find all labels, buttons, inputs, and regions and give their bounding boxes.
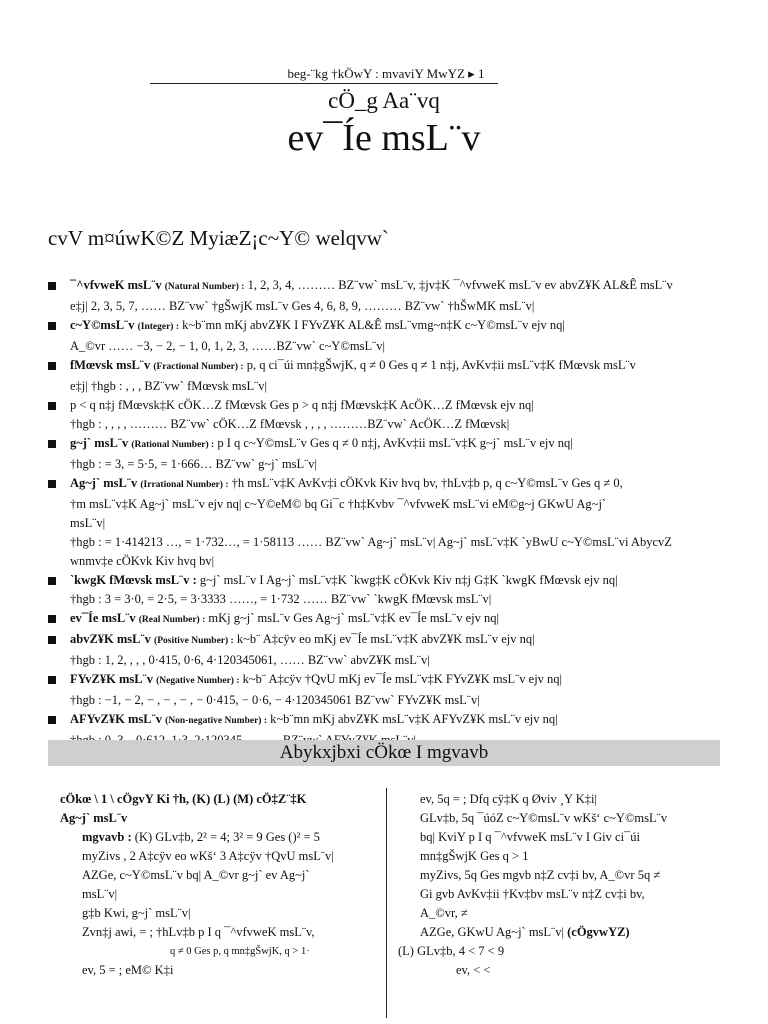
item-line: †hgb : = 1·414213 …, = 1·732…, = 1·58113 …… BZ¨vw` Ag~j` msL¨v| Ag~j` msL¨v‡K `yBwU c~Y©msL¨vi AbycvZ — [70, 535, 672, 549]
item-term: Ag~j` msL¨v — [70, 476, 138, 490]
list-item — [48, 396, 738, 434]
right-column — [398, 790, 728, 980]
header-rule — [150, 83, 498, 84]
list-item — [48, 609, 738, 630]
list-item — [48, 670, 738, 710]
item-term: c~Y©msL¨v — [70, 318, 135, 332]
item-term: `kwgK fMœvsk msL¨v — [70, 573, 190, 587]
bullet-icon — [48, 636, 56, 644]
solution-line: Zvn‡j awi, = ; †hLv‡b p I q ¯^vfvweK msL¨v, — [82, 925, 315, 939]
chapter-label: cÖ_g Aa¨vq — [328, 88, 440, 113]
question-heading: cÖkœ \ 1 \ cÖgvY Ki †h, (K) (L) (M) cÖ‡Z¨‡K — [60, 792, 307, 806]
list-item — [48, 356, 738, 396]
solution-line: A_©vr, ≠ — [420, 906, 468, 920]
running-head: beg-¨kg †kÖwY : mvaviY MwYZ ▸ 1 — [287, 66, 485, 81]
item-term: abvZ¥K msL¨v — [70, 632, 151, 646]
item-line: †hgb : 1, 2, , , , 0·415, 0·6, 4·120345061, …… BZ¨vw` abvZ¥K msL¨v| — [70, 653, 430, 667]
item-line: †hgb : , , , , ……… BZ¨vw` cÖK…Z fMœvsk , , , , ………BZ¨vw` AcÖK…Z fMœvsk| — [70, 417, 510, 431]
bullet-icon — [48, 480, 56, 488]
item-body: p < q n‡j fMœvsk‡K cÖK…Z fMœvsk Ges p > q n‡j fMœvsk‡K AcÖK…Z fMœvsk ejv nq| — [70, 398, 534, 412]
item-line: †hgb : 3 = 3·0, = 2·5, = 3·3333 ……, = 1·732 …… BZ¨vw` `kwgK fMœvsk msL¨v| — [70, 592, 492, 606]
item-body: k~b¨ A‡cÿv †QvU mKj ev¯Íe msL¨v‡K FYvZ¥K msL¨v ejv nq| — [239, 672, 563, 686]
solution-line — [60, 828, 378, 847]
question-heading-cont: Ag~j` msL¨v — [60, 811, 128, 825]
item-line: †hgb : = 3, = 5·5, = 1·666… BZ¨vw` g~j` msL¨v| — [70, 457, 318, 471]
bullet-icon — [48, 676, 56, 684]
item-term: ev¯Íe msL¨v — [70, 611, 136, 625]
solution-line: bq| KviY p I q ¯^vfvweK msL¨v I Giv ci¯úi — [420, 830, 641, 844]
item-tag: (Non-negative Number) : — [165, 716, 267, 726]
item-body: k~b¨mn mKj abvZ¥K msL¨v‡K AFYvZ¥K msL¨v ejv nq| — [267, 712, 558, 726]
item-tag: (Integer) : — [137, 322, 179, 332]
solution-line: ev, 5q = ; Dfq cÿ‡K q Øviv ¸Y K‡i| — [420, 792, 598, 806]
proven-label: (cÖgvwYZ) — [563, 925, 630, 939]
solution-line: ev, 5 = ; eM© K‡i — [82, 963, 174, 977]
solution-line: (L) GLv‡b, 4 < 7 < 9 — [398, 944, 505, 958]
solution-line: mn‡gŠwjK Ges q > 1 — [420, 849, 529, 863]
exercise-banner: Abykxjbxi cÖkœ I mgvavb — [48, 740, 720, 766]
bullet-icon — [48, 362, 56, 370]
solution-line: g‡b Kwi, g~j` msL¨v| — [82, 906, 191, 920]
list-item — [48, 276, 738, 316]
column-divider — [386, 788, 387, 1018]
item-tag: (Negative Number) : — [156, 676, 240, 686]
item-line: e‡j| 2, 3, 5, 7, …… BZ¨vw` †gŠwjK msL¨v Ges 4, 6, 8, 9, ……… BZ¨vw` †hŠwMK msL¨v| — [70, 299, 535, 313]
list-item — [48, 316, 738, 356]
item-tag: (Real Number) : — [138, 615, 206, 625]
definition-list — [48, 276, 738, 750]
item-tag: (Natural Number) : — [164, 282, 245, 292]
item-body: p I q c~Y©msL¨v Ges q ≠ 0 n‡j, AvKv‡ii msL¨v‡K g~j` msL¨v ejv nq| — [214, 436, 573, 450]
list-item — [48, 630, 738, 670]
list-item — [48, 571, 738, 609]
item-line: †m msL¨v‡K Ag~j` msL¨v ejv nq| c~Y©eM© bq Gi¯c †h‡Kvbv ¯^vfvweK msL¨vi eM©g~j GKwU Ag~j` — [70, 497, 607, 511]
item-term: fMœvsk msL¨v — [70, 358, 151, 372]
solution-line — [398, 923, 728, 942]
solution-line: msL¨v| — [82, 887, 118, 901]
list-item — [48, 434, 738, 474]
bullet-icon — [48, 322, 56, 330]
item-tag: (Fractional Number) : — [153, 362, 244, 372]
item-term: ¯^vfvweK msL¨v — [70, 278, 162, 292]
item-line: A_©vr …… −3, − 2, − 1, 0, 1, 2, 3, ……BZ¨vw` c~Y©msL¨v| — [70, 339, 386, 353]
solution-line: AZGe, c~Y©msL¨v bq| A_©vr g~j` ev Ag~j` — [82, 868, 310, 882]
item-tag: (Rational Number) : — [131, 440, 215, 450]
solution-line: q ≠ 0 Ges p, q mn‡gŠwjK, q > 1· — [170, 946, 310, 957]
item-line: e‡j| †hgb : , , , BZ¨vw` fMœvsk msL¨v| — [70, 379, 268, 393]
solution-text: (K) GLv‡b, 2² = 4; 3² = 9 Ges ()² = 5 — [131, 830, 320, 844]
item-line: msL¨v| — [70, 516, 106, 530]
item-body: p, q ci¯úi mn‡gŠwjK, q ≠ 0 Ges q ≠ 1 n‡j, AvKv‡ii msL¨v‡K fMœvsk msL¨v — [243, 358, 636, 372]
item-body: g~j` msL¨v I Ag~j` msL¨v‡K `kwg‡K cÖKvk Kiv n‡j G‡K `kwgK fMœvsk ejv nq| — [196, 573, 618, 587]
bullet-icon — [48, 282, 56, 290]
item-body: 1, 2, 3, 4, ……… BZ¨vw` msL¨v, ‡jv‡K ¯^vfvweK msL¨v ev abvZ¥K AL&Ê msL¨v — [244, 278, 673, 292]
bullet-icon — [48, 716, 56, 724]
section-heading: cvV m¤úwK©Z MyiæZ¡c~Y© welqvw` — [48, 226, 389, 250]
item-term: g~j` msL¨v — [70, 436, 129, 450]
item-body: k~b¨mn mKj abvZ¥K I FYvZ¥K AL&Ê msL¨vmg~n‡K c~Y©msL¨v ejv nq| — [179, 318, 565, 332]
item-tag: (Irrational Number) : — [140, 480, 229, 490]
item-term: AFYvZ¥K msL¨v — [70, 712, 163, 726]
solution-line: myZivs , 2 A‡cÿv eo wKš‘ 3 A‡cÿv †QvU msL¨v| — [82, 849, 334, 863]
solution-line: Gi gvb AvKv‡ii †Kv‡bv msL¨v n‡Z cv‡i bv, — [420, 887, 645, 901]
item-term: FYvZ¥K msL¨v — [70, 672, 153, 686]
item-body: †h msL¨v‡K AvKv‡i cÖKvk Kiv hvq bv, †hLv‡b p, q c~Y©msL¨v Ges q ≠ 0, — [228, 476, 623, 490]
item-line: †hgb : −1, − 2, − , − , − , − 0·415, − 0·6, − 4·120345061 BZ¨vw` FYvZ¥K msL¨v| — [70, 693, 480, 707]
item-line: wnmv‡e cÖKvk Kiv hvq bv| — [70, 554, 215, 568]
list-item — [48, 474, 738, 571]
item-body: k~b¨ A‡cÿv eo mKj ev¯Íe msL¨v‡K abvZ¥K msL¨v ejv nq| — [233, 632, 535, 646]
bullet-icon — [48, 577, 56, 585]
item-tag: : — [192, 573, 197, 587]
item-body: mKj g~j` msL¨v Ges Ag~j` msL¨v‡K ev¯Íe msL¨v ejv nq| — [205, 611, 499, 625]
solution-label: mgvavb : — [82, 830, 132, 844]
bullet-icon — [48, 402, 56, 410]
solution-text: AZGe, GKwU Ag~j` msL¨v| — [420, 925, 564, 939]
solution-line: ev, < < — [456, 963, 491, 977]
bullet-icon — [48, 615, 56, 623]
bullet-icon — [48, 440, 56, 448]
chapter-title: ev¯Íe msL¨v — [287, 117, 481, 159]
left-column — [60, 790, 378, 980]
solution-line: GLv‡b, 5q ¯úóZ c~Y©msL¨v wKš‘ c~Y©msL¨v — [420, 811, 668, 825]
solution-line: myZivs, 5q Ges mgvb n‡Z cv‡i bv, A_©vr 5q ≠ — [420, 868, 661, 882]
item-tag: (Positive Number) : — [154, 636, 234, 646]
